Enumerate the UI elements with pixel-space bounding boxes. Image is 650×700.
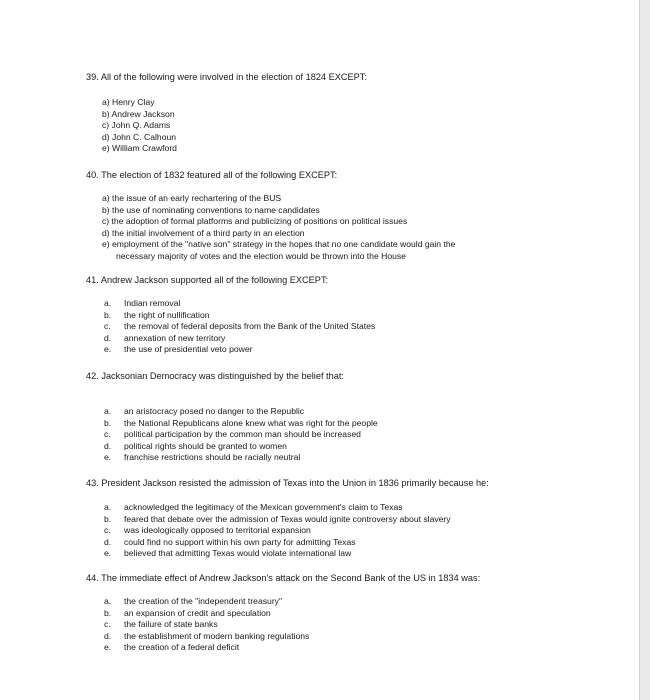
- option: [104, 537, 451, 549]
- option-text: annexation of new territory: [124, 332, 226, 343]
- option-text: the creation of a federal deficit: [124, 642, 240, 652]
- option-text: Indian removal: [124, 298, 181, 308]
- option-continuation: necessary majority of votes and the election would be thrown into the House: [116, 250, 406, 261]
- question-number: 43.: [86, 478, 99, 488]
- question-number: 44.: [86, 573, 99, 583]
- question-40-prompt: [86, 169, 337, 181]
- question-42-prompt: [86, 370, 344, 382]
- option-letter: a.: [104, 406, 112, 416]
- option: [104, 525, 451, 537]
- option: [104, 429, 378, 441]
- option: [104, 631, 309, 643]
- option-text: the right of nullification: [124, 309, 210, 320]
- option-text: the creation of the "independent treasury": [124, 596, 283, 606]
- option: b) Andrew Jackson: [102, 108, 175, 119]
- question-42-options: [104, 406, 378, 464]
- option: [104, 452, 378, 464]
- option-letter: e.: [104, 452, 112, 462]
- question-number: 42.: [86, 371, 99, 381]
- question-44-prompt: [86, 572, 480, 584]
- option-letter: c.: [104, 525, 111, 535]
- question-39-options: [102, 97, 177, 155]
- option-letter: c.: [104, 321, 111, 331]
- option: [102, 239, 455, 262]
- question-44-options: [104, 596, 309, 654]
- question-41-prompt: [86, 274, 328, 286]
- option-text: the establishment of modern banking regulations: [124, 630, 310, 641]
- option-letter: d.: [104, 630, 112, 641]
- option-text: believed that admitting Texas would violate international law: [124, 548, 352, 558]
- option: [104, 321, 375, 333]
- option-text: was ideologically opposed to territorial expansion: [124, 525, 311, 535]
- option-letter: b.: [104, 607, 112, 618]
- option: d) John C. Calhoun: [102, 131, 177, 142]
- option: e) William Crawford: [102, 143, 177, 153]
- option-text: acknowledged the legitimacy of the Mexican government's claim to Texas: [124, 502, 403, 512]
- question-text: The immediate effect of Andrew Jackson's attack on the Second Bank of the US in 1834 was:: [101, 573, 481, 583]
- option: [104, 514, 451, 526]
- question-text: Jacksonian Democracy was distinguished by the belief that:: [101, 371, 344, 381]
- question-text: President Jackson resisted the admission of Texas into the Union in 1836 primarily because he:: [101, 478, 489, 488]
- option-text: the use of presidential veto power: [124, 344, 253, 354]
- option: [104, 298, 375, 310]
- option: a) the issue of an early rechartering of the BUS: [102, 193, 282, 203]
- option: [104, 502, 451, 514]
- option-text: e) employment of the "native son" strategy in the hopes that no one candidate would gain the: [102, 239, 456, 249]
- option: [104, 619, 309, 631]
- option-letter: b.: [104, 513, 112, 524]
- question-39-prompt: [86, 71, 367, 83]
- option: d) the initial involvement of a third party in an election: [102, 227, 305, 238]
- question-43-options: [104, 502, 451, 560]
- option: a) Henry Clay: [102, 97, 155, 107]
- option-letter: e.: [104, 344, 112, 354]
- option-letter: a.: [104, 596, 112, 606]
- option-text: political participation by the common man should be increased: [124, 429, 361, 439]
- option: [104, 596, 309, 608]
- option-text: franchise restrictions should be racially neutral: [124, 452, 301, 462]
- option-letter: d.: [104, 536, 112, 547]
- question-text: Andrew Jackson supported all of the following EXCEPT:: [100, 275, 329, 285]
- option: [104, 642, 309, 654]
- option: [104, 333, 375, 345]
- option-text: political rights should be granted to women: [124, 440, 287, 451]
- option: [104, 310, 375, 322]
- option-letter: a.: [104, 298, 112, 308]
- option-text: an expansion of credit and speculation: [124, 607, 271, 618]
- question-41-options: [104, 298, 375, 356]
- page-edge-shadow: [640, 0, 650, 700]
- question-text: All of the following were involved in the election of 1824 EXCEPT:: [100, 72, 367, 82]
- option: [104, 418, 378, 430]
- option-letter: d.: [104, 440, 112, 451]
- option-letter: e.: [104, 642, 112, 652]
- question-number: 40.: [86, 170, 99, 180]
- option-text: could find no support within his own party for admitting Texas: [124, 536, 356, 547]
- question-43-prompt: [86, 477, 489, 489]
- option-text: feared that debate over the admission of Texas would ignite controversy about slavery: [124, 513, 451, 524]
- option-text: the failure of state banks: [124, 619, 218, 629]
- option-letter: e.: [104, 548, 112, 558]
- option-letter: b.: [104, 417, 112, 428]
- option-text: an aristocracy posed no danger to the Republic: [124, 406, 305, 416]
- option-letter: c.: [104, 429, 111, 439]
- question-text: The election of 1832 featured all of the following EXCEPT:: [101, 170, 338, 180]
- option: [104, 548, 451, 560]
- option-text: the National Republicans alone knew what was right for the people: [124, 417, 378, 428]
- question-number: 39.: [86, 72, 99, 82]
- option: [104, 406, 378, 418]
- option: c) the adoption of formal platforms and publicizing of positions on political issues: [102, 216, 408, 226]
- option-letter: d.: [104, 332, 112, 343]
- option-letter: c.: [104, 619, 111, 629]
- option: b) the use of nominating conventions to name candidates: [102, 204, 320, 215]
- question-40-options: [102, 193, 455, 262]
- option-text: the removal of federal deposits from the Bank of the United States: [124, 321, 376, 331]
- option-letter: b.: [104, 309, 112, 320]
- option: c) John Q. Adams: [102, 120, 171, 130]
- option: [104, 608, 309, 620]
- option: [104, 344, 375, 356]
- option-letter: a.: [104, 502, 112, 512]
- question-number: 41.: [86, 275, 99, 285]
- option: [104, 441, 378, 453]
